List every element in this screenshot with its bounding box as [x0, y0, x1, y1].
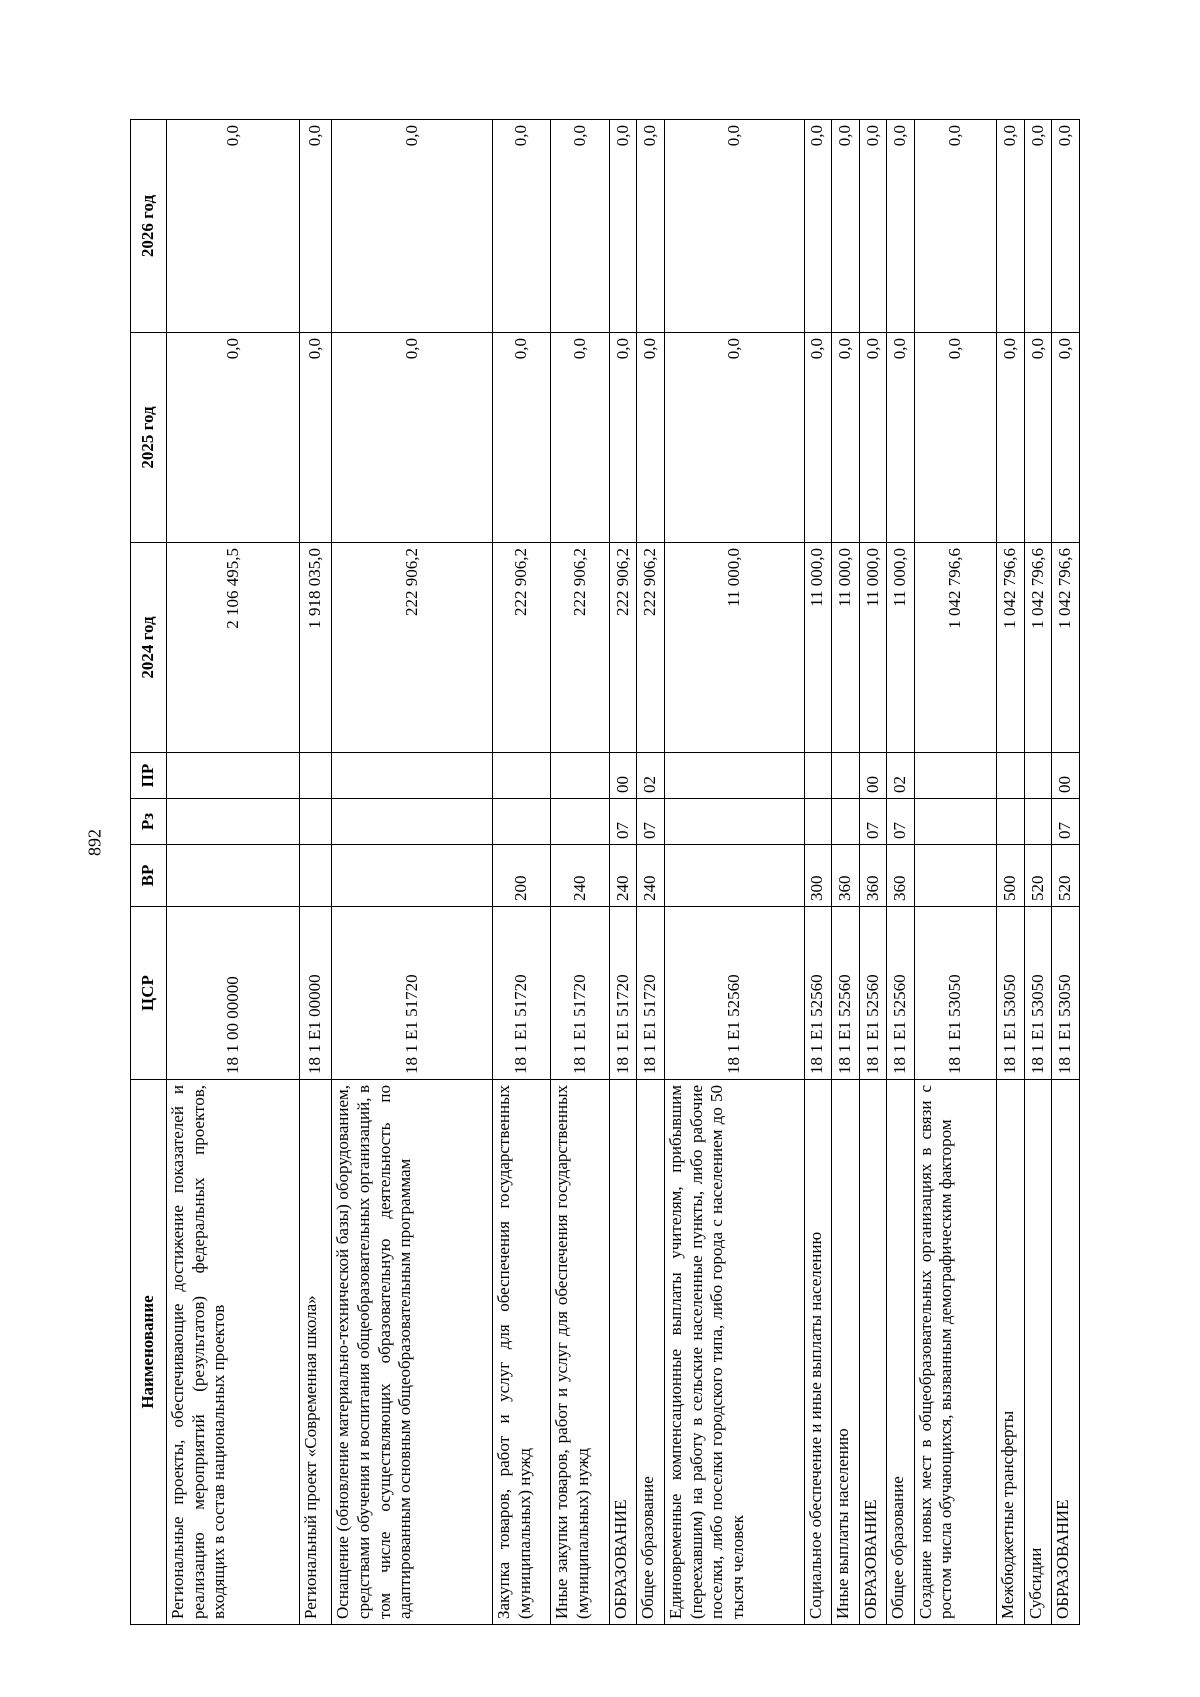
cell-rz	[832, 799, 860, 845]
cell-2025: 0,0	[609, 333, 637, 543]
cell-2025: 0,0	[832, 333, 860, 543]
cell-vr	[300, 845, 332, 907]
cell-2024: 11 000,0	[664, 543, 804, 753]
table-row	[664, 120, 804, 1625]
page-number: 892	[84, 829, 105, 856]
cell-2025: 0,0	[1024, 333, 1052, 543]
cell-2026: 0,0	[997, 120, 1025, 333]
cell-rz	[300, 799, 332, 845]
cell-2026: 0,0	[664, 120, 804, 333]
cell-vr: 520	[1052, 845, 1080, 907]
header-csr: ЦСР	[131, 907, 167, 1080]
cell-pr	[332, 753, 493, 799]
cell-pr	[167, 753, 300, 799]
cell-pr: 02	[887, 753, 915, 799]
cell-2025: 0,0	[493, 333, 551, 543]
cell-rz	[804, 799, 832, 845]
table-row	[859, 120, 887, 1625]
cell-pr: 02	[637, 753, 665, 799]
cell-2025: 0,0	[551, 333, 609, 543]
cell-csr: 18 1 E1 53050	[997, 907, 1025, 1080]
cell-2026: 0,0	[804, 120, 832, 333]
cell-2026: 0,0	[167, 120, 300, 333]
cell-rz: 07	[859, 799, 887, 845]
cell-2026: 0,0	[859, 120, 887, 333]
cell-2025: 0,0	[664, 333, 804, 543]
cell-rz	[167, 799, 300, 845]
cell-2024: 222 906,2	[551, 543, 609, 753]
cell-2026: 0,0	[887, 120, 915, 333]
header-name: Наименование	[131, 1080, 167, 1625]
cell-2024: 2 106 495,5	[167, 543, 300, 753]
table-row	[804, 120, 832, 1625]
cell-2024: 1 042 796,6	[1052, 543, 1080, 753]
cell-rz	[1024, 799, 1052, 845]
cell-pr	[1024, 753, 1052, 799]
table-row	[609, 120, 637, 1625]
cell-name: Иные выплаты населению	[832, 1080, 860, 1625]
cell-2025: 0,0	[637, 333, 665, 543]
cell-csr: 18 1 E1 51720	[609, 907, 637, 1080]
cell-pr: 00	[1052, 753, 1080, 799]
header-pr: ПР	[131, 753, 167, 799]
cell-pr	[997, 753, 1025, 799]
table-row	[167, 120, 300, 1625]
cell-name: Субсидии	[1024, 1080, 1052, 1625]
cell-2026: 0,0	[1024, 120, 1052, 333]
table-row	[832, 120, 860, 1625]
cell-2026: 0,0	[493, 120, 551, 333]
cell-2024: 11 000,0	[832, 543, 860, 753]
cell-vr: 200	[493, 845, 551, 907]
cell-2026: 0,0	[1052, 120, 1080, 333]
cell-2025: 0,0	[1052, 333, 1080, 543]
budget-table	[130, 119, 1080, 1625]
cell-name: ОБРАЗОВАНИЕ	[859, 1080, 887, 1625]
cell-csr: 18 1 E1 52560	[887, 907, 915, 1080]
header-2024: 2024 год	[131, 543, 167, 753]
cell-vr	[167, 845, 300, 907]
cell-2024: 11 000,0	[804, 543, 832, 753]
cell-2026: 0,0	[551, 120, 609, 333]
cell-2025: 0,0	[332, 333, 493, 543]
cell-name: Социальное обеспечение и иные выплаты населению	[804, 1080, 832, 1625]
cell-csr: 18 1 E1 51720	[551, 907, 609, 1080]
cell-2026: 0,0	[914, 120, 997, 333]
cell-pr: 00	[609, 753, 637, 799]
cell-name: Оснащение (обновление материально-технической базы) оборудованием, средствами обучения и воспитания общеобразовательных организаций, в том числе осуществляющих образовательную деятельность по адаптированным основным общеобразовательным программам	[332, 1080, 493, 1625]
cell-2024: 222 906,2	[637, 543, 665, 753]
cell-rz	[493, 799, 551, 845]
cell-pr	[832, 753, 860, 799]
cell-pr	[300, 753, 332, 799]
cell-2026: 0,0	[332, 120, 493, 333]
cell-csr: 18 1 E1 51720	[493, 907, 551, 1080]
cell-vr	[332, 845, 493, 907]
cell-vr: 240	[551, 845, 609, 907]
cell-csr: 18 1 E1 51720	[637, 907, 665, 1080]
cell-rz	[914, 799, 997, 845]
cell-csr: 18 1 E1 52560	[664, 907, 804, 1080]
table-row	[332, 120, 493, 1625]
cell-csr: 18 1 E1 00000	[300, 907, 332, 1080]
cell-2026: 0,0	[300, 120, 332, 333]
cell-csr: 18 1 E1 53050	[1024, 907, 1052, 1080]
header-vr: ВР	[131, 845, 167, 907]
header-2025: 2025 год	[131, 333, 167, 543]
cell-pr	[804, 753, 832, 799]
cell-2024: 222 906,2	[332, 543, 493, 753]
cell-name: ОБРАЗОВАНИЕ	[609, 1080, 637, 1625]
cell-vr: 500	[997, 845, 1025, 907]
table-row	[914, 120, 997, 1625]
cell-name: Общее образование	[637, 1080, 665, 1625]
cell-csr: 18 1 E1 52560	[832, 907, 860, 1080]
table-row	[1052, 120, 1080, 1625]
cell-csr: 18 1 E1 52560	[804, 907, 832, 1080]
cell-name: Региональные проекты, обеспечивающие достижение показателей и реализацию мероприятий (результатов) федеральных проектов, входящих в состав национальных проектов	[167, 1080, 300, 1625]
cell-2025: 0,0	[859, 333, 887, 543]
cell-2025: 0,0	[914, 333, 997, 543]
cell-csr: 18 1 00 00000	[167, 907, 300, 1080]
cell-name: Единовременные компенсационные выплаты учителям, прибывшим (переехавшим) на работу в сельские населенные пункты, либо рабочие поселки, либо поселки городского типа, либо города с населением до 50 тысяч человек	[664, 1080, 804, 1625]
header-row	[131, 120, 167, 1625]
cell-pr	[664, 753, 804, 799]
cell-2024: 1 918 035,0	[300, 543, 332, 753]
table-row	[887, 120, 915, 1625]
cell-2025: 0,0	[804, 333, 832, 543]
cell-rz: 07	[637, 799, 665, 845]
table-row	[997, 120, 1025, 1625]
cell-rz	[997, 799, 1025, 845]
header-2026: 2026 год	[131, 120, 167, 333]
cell-rz: 07	[887, 799, 915, 845]
cell-vr: 300	[804, 845, 832, 907]
cell-2025: 0,0	[167, 333, 300, 543]
cell-vr: 240	[609, 845, 637, 907]
cell-csr: 18 1 E1 52560	[859, 907, 887, 1080]
cell-2025: 0,0	[300, 333, 332, 543]
cell-2024: 11 000,0	[859, 543, 887, 753]
cell-pr: 00	[859, 753, 887, 799]
cell-vr	[664, 845, 804, 907]
cell-2024: 222 906,2	[609, 543, 637, 753]
cell-vr: 240	[637, 845, 665, 907]
cell-name: Региональный проект «Современная школа»	[300, 1080, 332, 1625]
cell-csr: 18 1 E1 53050	[1052, 907, 1080, 1080]
cell-pr	[551, 753, 609, 799]
cell-2025: 0,0	[997, 333, 1025, 543]
table-row	[551, 120, 609, 1625]
cell-rz: 07	[1052, 799, 1080, 845]
cell-name: Закупка товаров, работ и услуг для обеспечения государственных (муниципальных) нужд	[493, 1080, 551, 1625]
cell-rz	[551, 799, 609, 845]
cell-name: Межбюджетные трансферты	[997, 1080, 1025, 1625]
table-row	[637, 120, 665, 1625]
cell-2024: 222 906,2	[493, 543, 551, 753]
table-row	[493, 120, 551, 1625]
cell-vr	[914, 845, 997, 907]
table-row	[1024, 120, 1052, 1625]
rotated-table-container	[130, 120, 1080, 1625]
cell-name: Создание новых мест в общеобразовательных организациях в связи с ростом числа обучающихся, вызванным демографическим фактором	[914, 1080, 997, 1625]
cell-vr: 360	[887, 845, 915, 907]
cell-2026: 0,0	[637, 120, 665, 333]
cell-2026: 0,0	[832, 120, 860, 333]
cell-vr: 360	[859, 845, 887, 907]
cell-name: Иные закупки товаров, работ и услуг для обеспечения государственных (муниципальных) нужд	[551, 1080, 609, 1625]
cell-vr: 360	[832, 845, 860, 907]
cell-rz	[332, 799, 493, 845]
cell-csr: 18 1 E1 53050	[914, 907, 997, 1080]
cell-name: ОБРАЗОВАНИЕ	[1052, 1080, 1080, 1625]
header-rz: Рз	[131, 799, 167, 845]
cell-rz: 07	[609, 799, 637, 845]
cell-2024: 1 042 796,6	[1024, 543, 1052, 753]
table-row	[300, 120, 332, 1625]
cell-2024: 11 000,0	[887, 543, 915, 753]
cell-pr	[493, 753, 551, 799]
cell-pr	[914, 753, 997, 799]
cell-vr: 520	[1024, 845, 1052, 907]
cell-2024: 1 042 796,6	[997, 543, 1025, 753]
cell-2024: 1 042 796,6	[914, 543, 997, 753]
cell-2026: 0,0	[609, 120, 637, 333]
cell-name: Общее образование	[887, 1080, 915, 1625]
cell-csr: 18 1 E1 51720	[332, 907, 493, 1080]
cell-2025: 0,0	[887, 333, 915, 543]
cell-rz	[664, 799, 804, 845]
